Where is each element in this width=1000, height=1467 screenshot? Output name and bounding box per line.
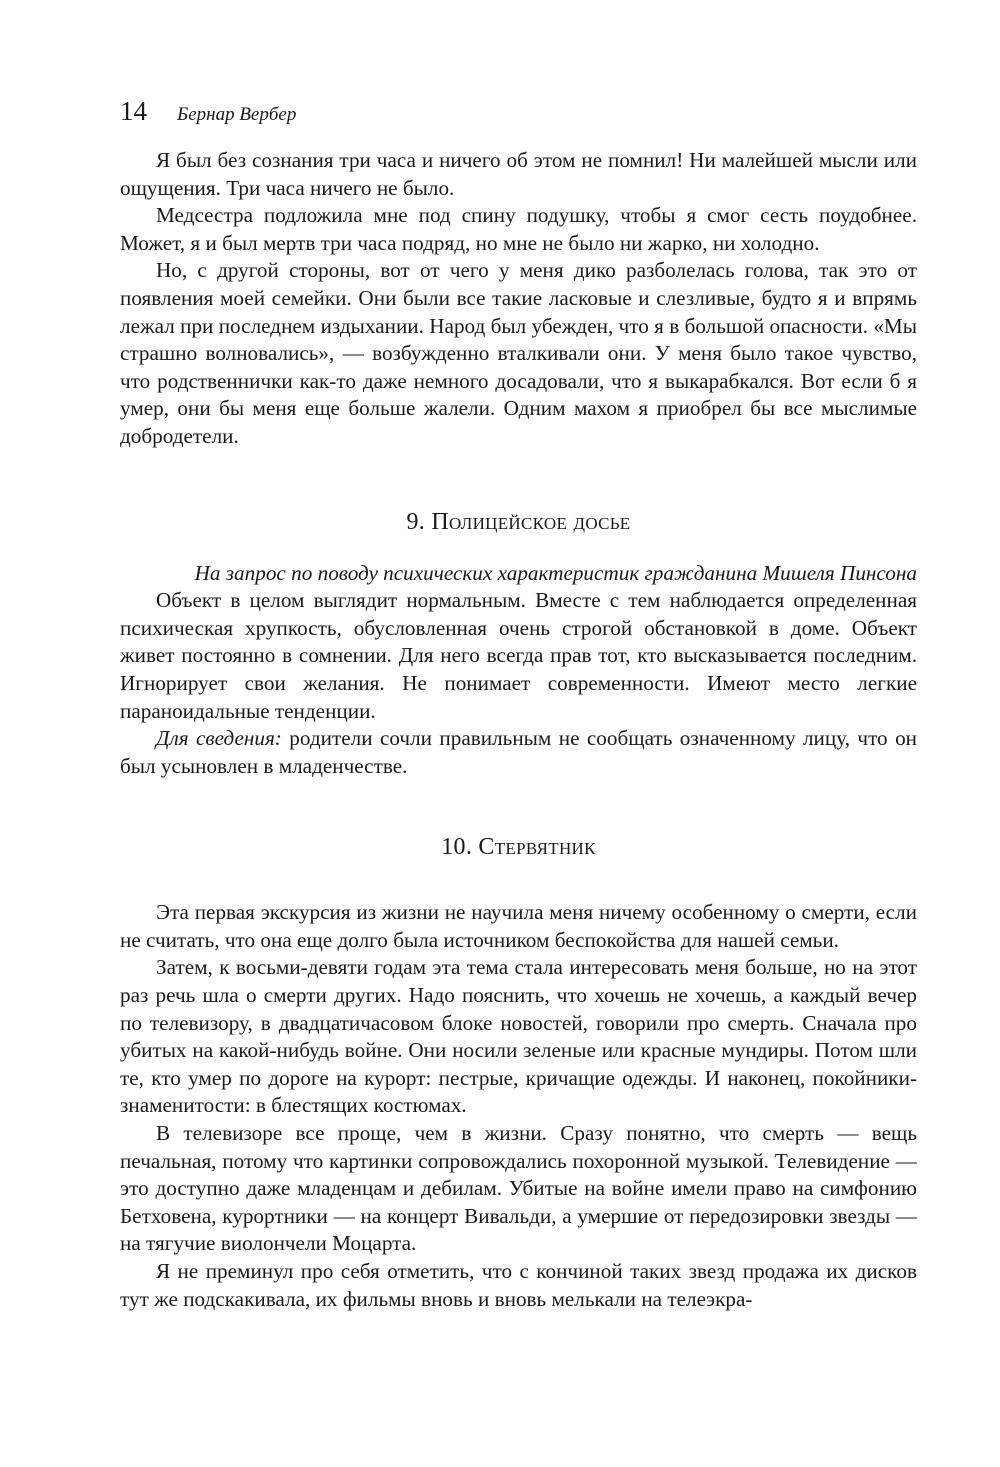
paragraph: Эта первая экскурсия из жизни не научила меня ничему особенному о смерти, если не считать, что она еще долго была источником беспокойства для нашей семьи.: [120, 900, 917, 952]
intro-text: [120, 147, 917, 451]
paragraph: В телевизоре все проще, чем в жизни. Сразу понятно, что смерть — вещь печальная, потому что картинки сопровождались похоронной музыкой. Телевидение — это доступно даже младенцам и дебилам. Убитые на войне имели право на симфонию Бетховена, курортники — на концерт Вивальди, а умершие от передозировки звезды — на тягучие виолончели Моцарта.: [120, 1121, 917, 1256]
paragraph: Затем, к восьми-девяти годам эта тема стала интересовать меня больше, но на этот раз речь шла о смерти других. Надо пояснить, что хочешь не хочешь, а каждый вечер по телевизору, в двадцатичасовом блоке новостей, говорили про смерть. Сначала про убитых на какой-нибудь войне. Они носили зеленые или красные мундиры. Потом шли те, кто умер по дороге на курорт: пестрые, кричащие одежды. И наконец, покойники-знаменитости: в блестящих костюмах.: [120, 955, 917, 1118]
note-paragraph: [120, 725, 917, 780]
paragraph: Я не преминул про себя отметить, что с кончиной таких звезд продажа их дисков тут же подскакивала, их фильмы вновь и вновь мелькали на телеэкра-: [120, 1259, 917, 1311]
note-label: Для сведения:: [156, 726, 282, 751]
chapter-10-text: [120, 899, 917, 1313]
page-number: 14: [120, 96, 147, 126]
paragraph: Медсестра подложила мне под спину подушку, чтобы я смог сесть поудобнее. Может, я и был мертв три часа подряд, но мне не было ни жарко, ни холодно.: [120, 203, 917, 255]
epigraph: На запрос по поводу психических характеристик гражданина Мишеля Пинсона: [194, 560, 917, 585]
paragraph: Я был без сознания три часа и ничего об этом не помнил! Ни малейшей мысли или ощущения. Три часа ничего не было.: [120, 148, 917, 200]
chapter-title: 9. Полицейское досье: [406, 508, 631, 535]
paragraph: Объект в целом выглядит нормальным. Вместе с тем наблюдается определенная психическая хрупкость, обусловленная очень строгой обстановкой в доме. Объект живет постоянно в сомнении. Для него всегда прав тот, кто высказывается последним. Игнорирует свои желания. Не понимает современности. Имеют место легкие параноидальные тенденции.: [120, 588, 917, 723]
book-page: [120, 96, 917, 1313]
paragraph: Но, с другой стороны, вот от чего у меня дико разболелась голова, так это от появления моей семейки. Они были все такие ласковые и слезливые, будто я и впрямь лежал при последнем издыхании. Народ был убежден, что я в большой опасности. «Мы страшно волновались», — возбужденно вталкивали они. У меня было такое чувство, что родственнички как-то даже немного досадовали, что я выкарабкался. Вот если б я умер, они бы меня еще больше жалели. Одним махом я приобрел бы все мыслимые добродетели.: [120, 258, 917, 448]
note-text: родители сочли правильным не сообщать означенному лицу, что он был усыновлен в младенчестве.: [120, 726, 917, 778]
chapter-9-text: [120, 560, 917, 781]
running-head: [120, 96, 917, 127]
chapter-title: 10. Стервятник: [441, 834, 596, 861]
running-author: Бернар Вербер: [177, 104, 297, 125]
